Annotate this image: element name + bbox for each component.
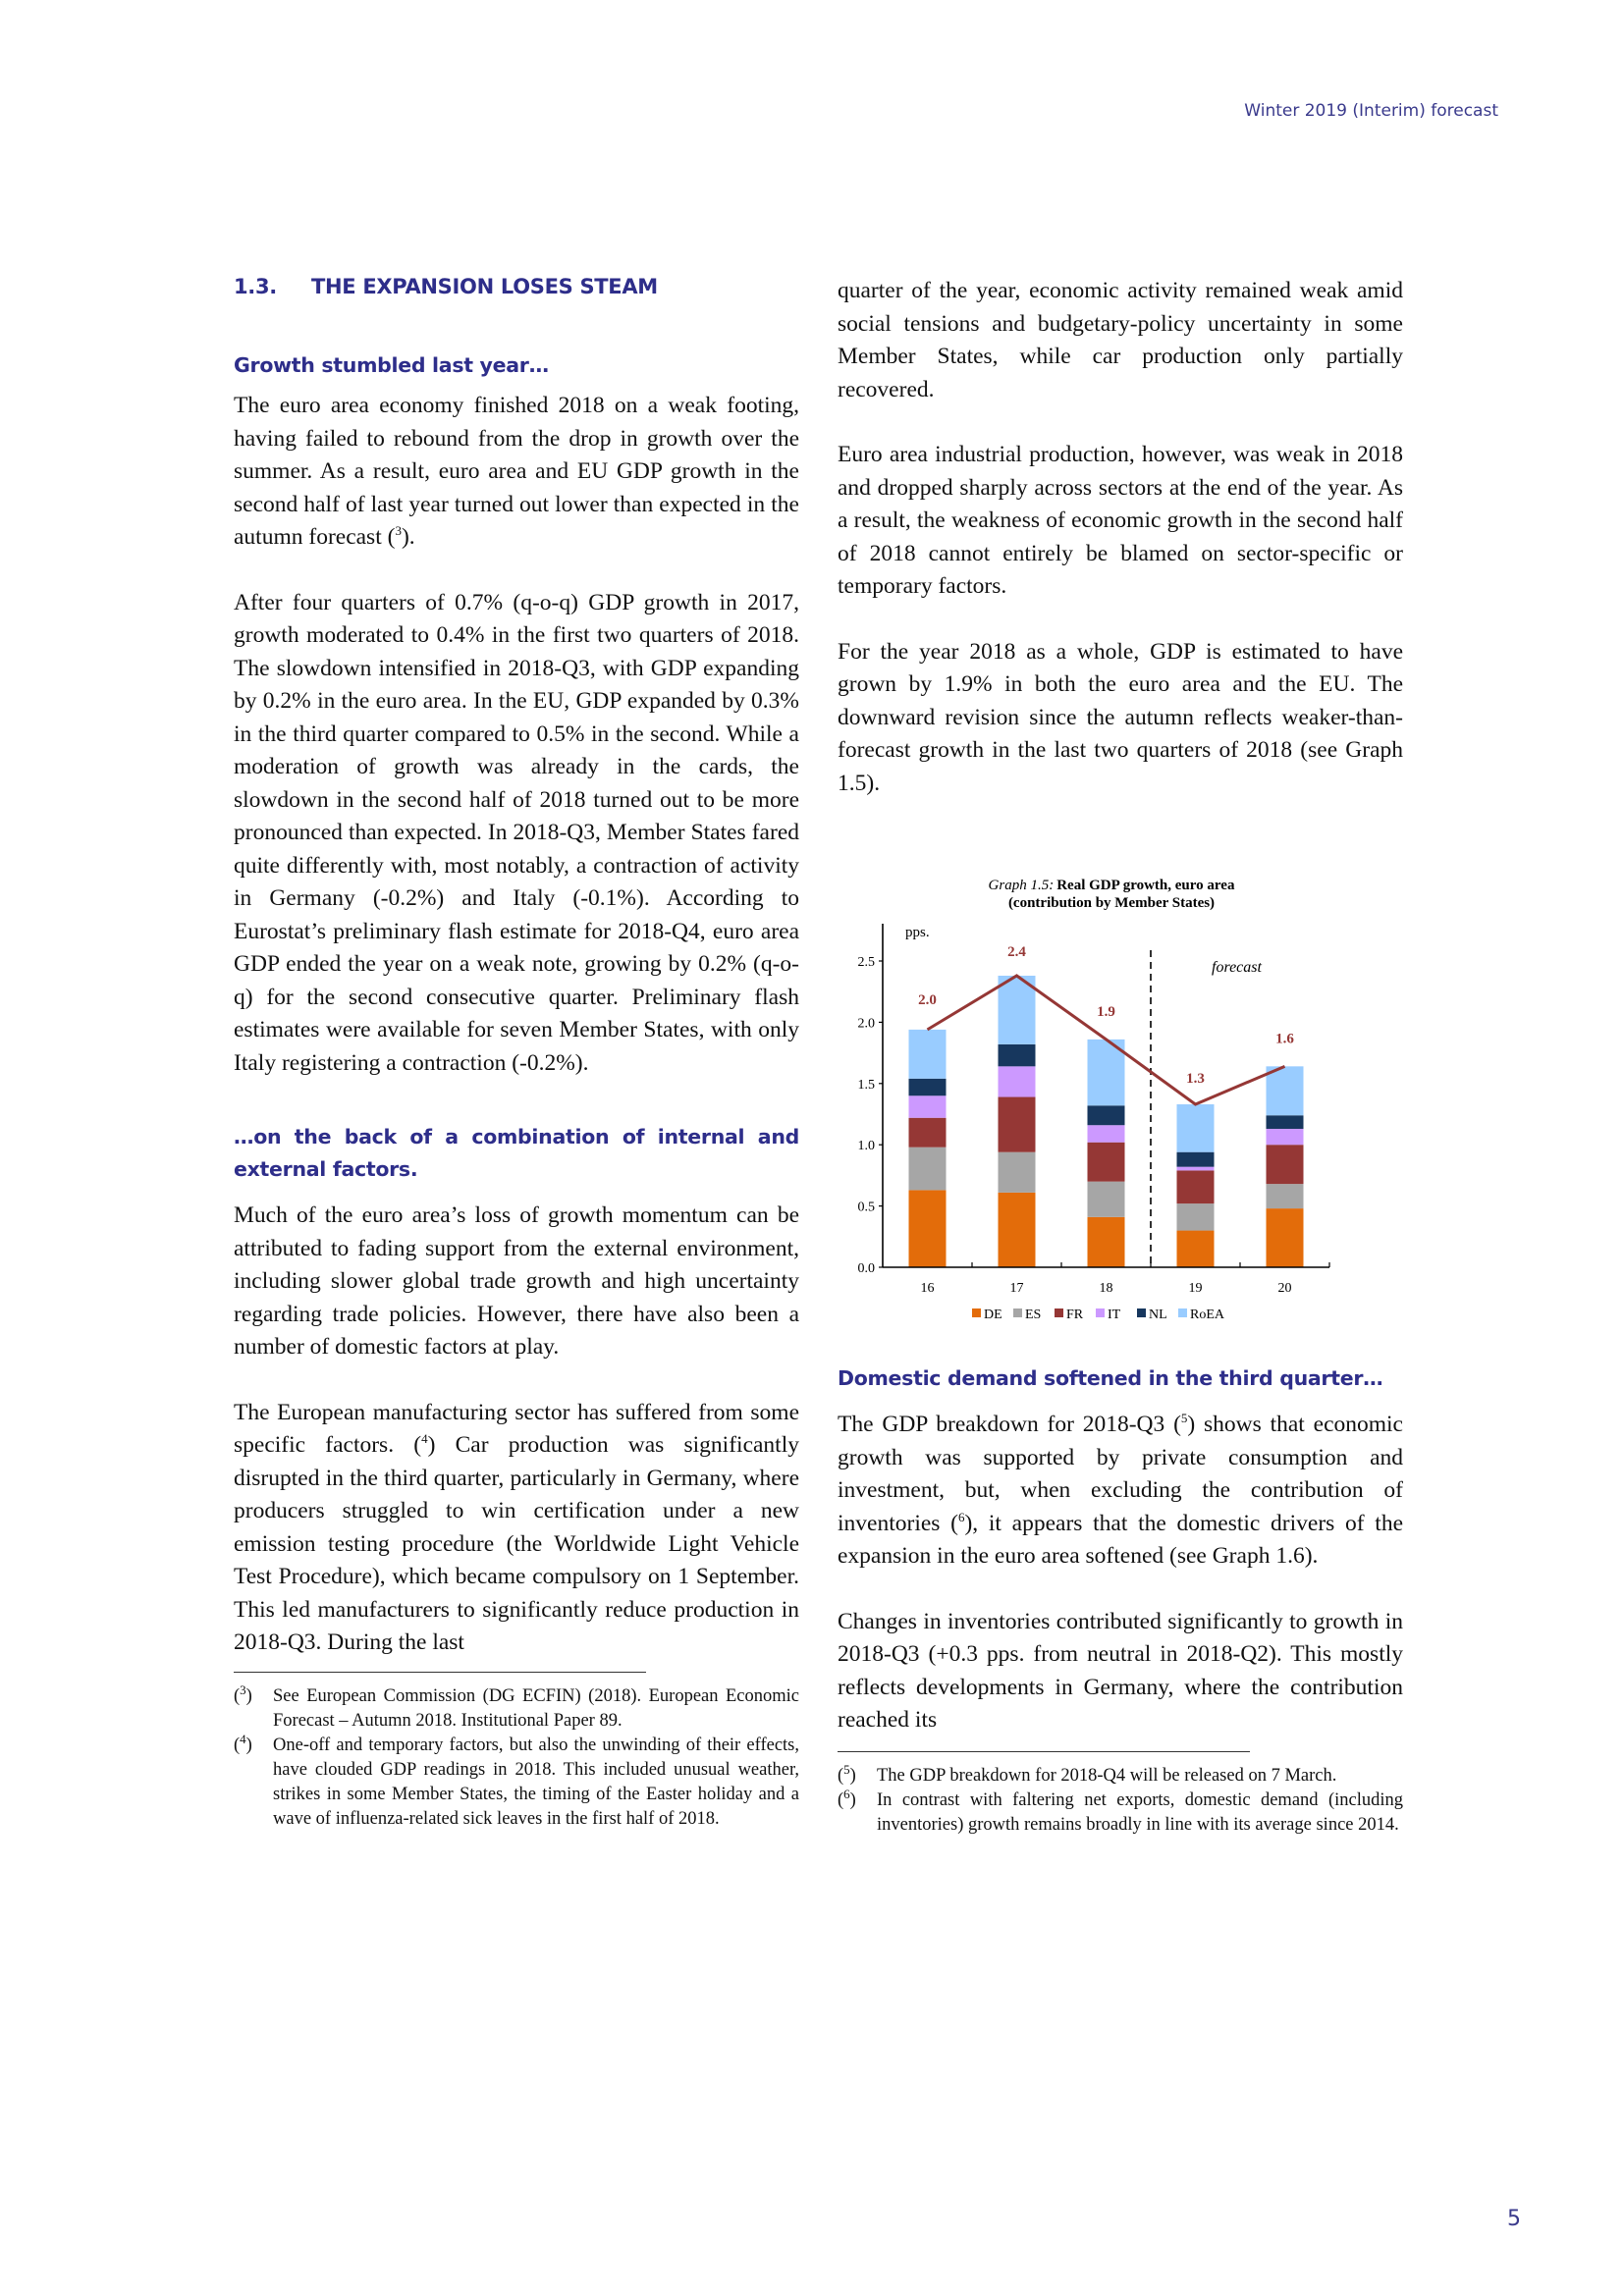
bar-segment-fr	[999, 1097, 1036, 1152]
bar-segment-es	[999, 1152, 1036, 1193]
data-label: 1.3	[1186, 1071, 1205, 1088]
bar-segment-de	[1267, 1208, 1304, 1267]
y-tick-label: 1.0	[857, 1139, 875, 1154]
paragraph: The GDP breakdown for 2018-Q3 ($^5$) shows that economic growth was supported by private consumption and investment, but, when excluding the contribution of inventories ($^6$), it appears that the domestic drivers of the expansion in the euro area softened (see Graph 1.6).	[838, 1411, 1404, 1569]
footnote-ref[interactable]: 4	[421, 1431, 428, 1447]
footnote: ($^5$) The GDP breakdown for 2018-Q4 will be released on 7 March.	[838, 1761, 1337, 1786]
y-tick-label: 2.5	[857, 955, 875, 970]
legend-swatch	[1096, 1308, 1105, 1317]
bar-segment-fr	[1177, 1170, 1215, 1203]
legend-item-es	[1013, 1308, 1041, 1322]
legend-item-fr	[1055, 1308, 1084, 1322]
bar-segment-fr	[1088, 1143, 1125, 1182]
bar-segment-es	[1088, 1182, 1125, 1217]
data-label: 2.4	[1007, 943, 1026, 960]
footnote-ref[interactable]: 5	[1180, 1411, 1188, 1426]
legend-label: DE	[984, 1308, 1002, 1322]
paragraph: The euro area economy finished 2018 on a weak footing, having failed to rebound from the drop in growth over the summer. As a result, euro area and EU GDP growth in the second half of last year turned out lower than expected in the autumn forecast ($^3$).	[234, 393, 799, 550]
legend-label: FR	[1066, 1308, 1084, 1322]
bar-segment-it	[1177, 1167, 1215, 1171]
x-tick-label: 16	[920, 1281, 935, 1296]
y-tick-label: 0.5	[857, 1200, 875, 1215]
bar-segment-it	[1088, 1125, 1125, 1142]
right-column-lower	[838, 1362, 1403, 1838]
footnote: ($^3$) See European Commission (DG ECFIN) (2018). European Economic Forecast – Autumn 2018. Institutional Paper 89.	[234, 1682, 799, 1731]
bar-segment-es	[909, 1148, 947, 1191]
footnote: ($^6$) In contrast with faltering net exports, domestic demand (including inventories) growth remains broadly in line with its average since 2014.	[838, 1786, 1403, 1835]
y-tick-label: 2.0	[857, 1016, 875, 1032]
legend-item-nl	[1137, 1308, 1167, 1322]
x-tick-label: 17	[1009, 1281, 1024, 1296]
bar-segment-de	[1177, 1231, 1215, 1267]
bar-segment-es	[1267, 1184, 1304, 1208]
y-tick-label: 0.0	[857, 1261, 875, 1276]
paragraph: quarter of the year, economic activity remained weak amid social tensions and budgetary-policy uncertainty in some Member States, while car production only partially recovered.	[838, 278, 1403, 402]
forecast-label: forecast	[1212, 959, 1262, 976]
subhead-growth-stumbled: Growth stumbled last year…	[234, 353, 549, 377]
data-label: 1.6	[1275, 1031, 1294, 1047]
bar-segment-fr	[909, 1118, 947, 1148]
y-tick-label: 1.5	[857, 1077, 875, 1093]
footnote-ref[interactable]: 3	[395, 523, 402, 539]
paragraph: The European manufacturing sector has suffered from some specific factors. ($^4$) Car production was significantly disrupted in the third quarter, particularly in Germany, where producers struggled to win certification under a new emission testing procedure (the Worldwide Light Vehicle Test Procedure), which became compulsory on 1 September. This led manufacturers to significantly reduce production in 2018-Q3. During the last	[234, 1399, 799, 1655]
legend-label: NL	[1149, 1308, 1167, 1322]
chart-svg	[827, 870, 1377, 1331]
section-title-text: THE EXPANSION LOSES STEAM	[311, 275, 658, 298]
bar-segment-nl	[999, 1044, 1036, 1066]
footnote-divider	[838, 1751, 1250, 1752]
legend-swatch	[1178, 1308, 1187, 1317]
paragraph: Changes in inventories contributed significantly to growth in 2018-Q3 (+0.3 pps. from neutral in 2018-Q2). This mostly reflects developments in Germany, where the contribution reached its	[838, 1608, 1403, 1733]
chart-subtitle: (contribution by Member States)	[1007, 895, 1216, 911]
legend-label: IT	[1108, 1308, 1121, 1322]
footnote-ref[interactable]: 6	[957, 1509, 965, 1524]
data-label: 1.9	[1097, 1003, 1115, 1020]
subhead-domestic-demand: Domestic demand softened in the third quarter…	[838, 1366, 1383, 1390]
bar-segment-roea	[1267, 1066, 1304, 1115]
section-number: 1.3.	[234, 275, 277, 298]
paragraph: Euro area industrial production, however, was weak in 2018 and dropped sharply across sectors at the end of the year. As a result, the weakness of economic growth in the second half of 2018 cannot entirely be blamed on sector-specific or temporary factors.	[838, 442, 1403, 599]
bar-segment-roea	[1177, 1104, 1215, 1152]
running-header: Winter 2019 (Interim) forecast	[1244, 101, 1498, 121]
bar-segment-it	[999, 1066, 1036, 1096]
left-column	[234, 275, 799, 1832]
paragraph: For the year 2018 as a whole, GDP is estimated to have grown by 1.9% in both the euro area and the EU. The downward revision since the autumn reflects weaker-than-forecast growth in the last two quarters of 2018 (see Graph 1.5).	[838, 638, 1403, 796]
x-tick-label: 20	[1277, 1281, 1292, 1296]
section-title	[234, 275, 799, 298]
legend-swatch	[972, 1308, 981, 1317]
y-axis-unit: pps.	[905, 925, 930, 940]
page-number: 5	[1507, 2207, 1521, 2231]
x-tick-label: 18	[1099, 1281, 1113, 1296]
x-tick-label: 19	[1188, 1281, 1203, 1296]
graph-1-5	[827, 870, 1377, 1331]
legend-item-roea	[1178, 1308, 1225, 1322]
legend-item-de	[972, 1308, 1002, 1322]
bar-segment-it	[1267, 1129, 1304, 1145]
legend-label: ES	[1025, 1308, 1042, 1322]
subhead-internal-external: …on the back of a combination of internal and external factors.	[234, 1125, 799, 1181]
bar-segment-de	[1088, 1217, 1125, 1267]
legend-label: RoEA	[1190, 1308, 1224, 1322]
right-column	[838, 275, 1403, 832]
legend-swatch	[1137, 1308, 1146, 1317]
footnote: ($^4$) One-off and temporary factors, but also the unwinding of their effects, have clouded GDP readings in 2018. This included unusual weather, strikes in some Member States, the timing of the Easter holiday and a wave of influenza-related sick leaves in the first half of 2018.	[234, 1731, 799, 1829]
bar-segment-de	[909, 1190, 947, 1267]
legend-swatch	[1055, 1308, 1063, 1317]
footnote-divider	[234, 1672, 646, 1673]
bar-segment-de	[999, 1193, 1036, 1267]
chart-title: Graph 1.5: Real GDP growth, euro area	[988, 878, 1235, 893]
bar-segment-roea	[909, 1030, 947, 1079]
bar-segment-it	[909, 1095, 947, 1117]
paragraph: After four quarters of 0.7% (q-o-q) GDP growth in 2017, growth moderated to 0.4% in the first two quarters of 2018. The slowdown intensified in 2018-Q3, with GDP expanding by 0.2% in the euro area. In the EU, GDP expanded by 0.3% in the third quarter compared to 0.5% in the second. While a moderation of growth was already in the cards, the slowdown in the second half of 2018 turned out to be more pronounced than expected. In 2018-Q3, Member States fared quite differently with, most notably, a contraction of activity in Germany (-0.2%) and Italy (-0.1%). According to Eurostat’s preliminary flash estimate for 2018-Q4, euro area GDP ended the year on a weak note, growing by 0.2% (q-o-q) for the second consecutive quarter. Preliminary flash estimates were available for seven Member States, with only Italy registering a contraction (-0.2%).	[234, 589, 799, 1076]
bar-segment-nl	[1267, 1115, 1304, 1129]
paragraph: Much of the euro area’s loss of growth momentum can be attributed to fading support from the external environment, including slower global trade growth and high uncertainty regarding trade policies. However, there have also been a number of domestic factors at play.	[234, 1202, 799, 1360]
bar-segment-nl	[1088, 1105, 1125, 1125]
data-label: 2.0	[918, 991, 937, 1008]
bar-segment-fr	[1267, 1145, 1304, 1184]
legend-swatch	[1013, 1308, 1022, 1317]
bar-segment-nl	[909, 1079, 947, 1095]
bar-segment-es	[1177, 1203, 1215, 1230]
legend-item-it	[1096, 1308, 1121, 1322]
bar-segment-nl	[1177, 1152, 1215, 1167]
